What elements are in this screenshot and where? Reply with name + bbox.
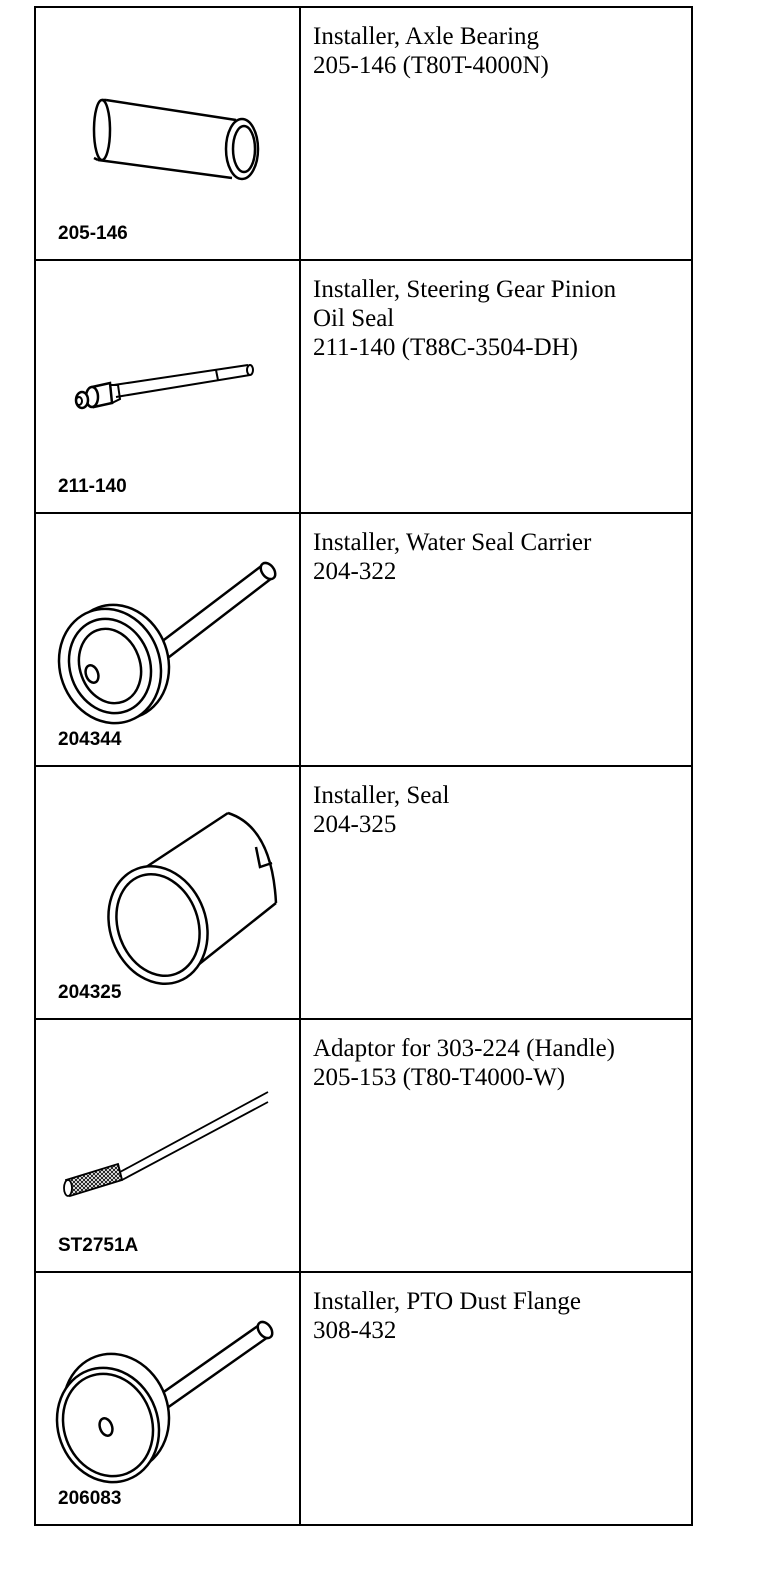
- tool-code: 205-146: [58, 223, 128, 244]
- tool-description-cell: [300, 513, 692, 766]
- tool-number: 205-146 (T80T-4000N): [313, 52, 549, 79]
- tool-code: 206083: [58, 1488, 122, 1509]
- tool-image-cell: [35, 1272, 300, 1525]
- table-row: [35, 260, 692, 513]
- tool-image-cell: [35, 766, 300, 1019]
- table-row: [35, 766, 692, 1019]
- tool-description-cell: [300, 1272, 692, 1525]
- tool-name: Installer, Axle Bearing: [313, 23, 540, 50]
- tool-description-cell: [300, 260, 692, 513]
- tool-code: 204344: [58, 729, 122, 750]
- tool-image-cell: [35, 1019, 300, 1272]
- tool-code: 204325: [58, 982, 122, 1003]
- table-row: [35, 1019, 692, 1272]
- table-row: [35, 7, 692, 260]
- tool-number: 308-432: [313, 1317, 397, 1344]
- tool-name: Installer, Water Seal Carrier: [313, 529, 592, 556]
- tool-image-cell: [35, 260, 300, 513]
- tool-name: Installer, PTO Dust Flange: [313, 1288, 581, 1315]
- tool-image-cell: [35, 513, 300, 766]
- tool-code: ST2751A: [58, 1235, 139, 1256]
- tool-name: Adaptor for 303-224 (Handle): [313, 1035, 615, 1062]
- tool-description-cell: [300, 766, 692, 1019]
- tool-description-cell: [300, 7, 692, 260]
- tool-number: 211-140 (T88C-3504-DH): [313, 334, 579, 361]
- table-row: [35, 513, 692, 766]
- tool-description-cell: [300, 1019, 692, 1272]
- tool-number: 204-325: [313, 811, 397, 838]
- tool-name: Installer, Steering Gear Pinion: [313, 276, 617, 303]
- tool-number: 204-322: [313, 558, 397, 585]
- tool-image-cell: [35, 7, 300, 260]
- special-tools-table: [34, 6, 693, 1526]
- tool-name: Installer, Seal: [313, 782, 450, 809]
- table-row: [35, 1272, 692, 1525]
- tool-code: 211-140: [58, 476, 127, 497]
- tool-number: 205-153 (T80-T4000-W): [313, 1064, 566, 1091]
- tool-name-continued: Oil Seal: [313, 305, 395, 332]
